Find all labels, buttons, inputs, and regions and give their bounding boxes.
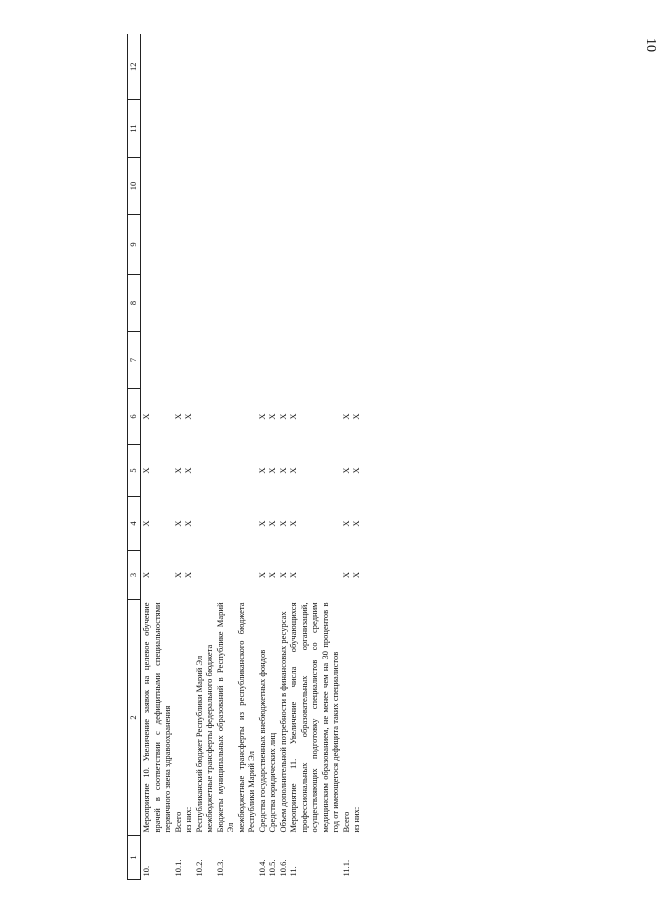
cell-col5: X xyxy=(340,467,351,474)
cell-col3 xyxy=(204,551,215,600)
table-row xyxy=(257,35,268,880)
cell-col7 xyxy=(204,332,215,389)
cell-col4 xyxy=(194,497,205,551)
cell-col6 xyxy=(215,389,236,445)
cell-col7 xyxy=(173,332,184,389)
cell-col8 xyxy=(204,275,215,332)
row-number: 10.2. xyxy=(193,859,204,877)
row-name: из них: xyxy=(183,806,193,833)
row-name: Всего xyxy=(340,811,351,833)
table-row xyxy=(173,35,184,880)
cell-col4: X xyxy=(141,520,151,527)
cell-col5: X xyxy=(267,467,277,474)
page-number: 10 xyxy=(643,38,658,52)
cell-col10 xyxy=(267,158,278,215)
row-name: Бюджеты муниципальных образований в Республике Марий Эл xyxy=(214,602,235,833)
cell-col10 xyxy=(351,158,362,215)
cell-col7 xyxy=(236,332,257,389)
table-row xyxy=(141,35,173,880)
cell-col6: X xyxy=(277,413,288,420)
cell-col11 xyxy=(236,100,257,158)
cell-col10 xyxy=(236,158,257,215)
cell-col6: X xyxy=(141,413,151,420)
cell-col11 xyxy=(141,100,173,158)
table-row xyxy=(341,35,352,880)
cell-col6: X xyxy=(288,413,298,420)
cell-col12 xyxy=(215,35,236,100)
cell-col12 xyxy=(257,35,268,100)
cell-col3: X xyxy=(267,571,277,579)
cell-col10 xyxy=(288,158,341,215)
cell-col7 xyxy=(351,332,362,389)
cell-col12 xyxy=(204,35,215,100)
cell-col8 xyxy=(257,275,268,332)
cell-col3 xyxy=(194,551,205,600)
cell-col8 xyxy=(278,275,289,332)
cell-col4: X xyxy=(183,520,193,527)
cell-col7 xyxy=(278,332,289,389)
header-cell: 5 xyxy=(128,445,141,497)
cell-col3: X xyxy=(351,571,361,579)
row-number: 10.1. xyxy=(172,859,183,877)
cell-col9 xyxy=(204,215,215,275)
cell-col6 xyxy=(204,389,215,445)
cell-col5: X xyxy=(256,467,267,474)
cell-col5: X xyxy=(288,467,298,474)
cell-col11 xyxy=(267,100,278,158)
cell-col12 xyxy=(351,35,362,100)
cell-col12 xyxy=(288,35,341,100)
cell-col8 xyxy=(173,275,184,332)
cell-col11 xyxy=(183,100,194,158)
cell-col5: X xyxy=(183,467,193,474)
cell-col4 xyxy=(204,497,215,551)
cell-col8 xyxy=(215,275,236,332)
table-header-row xyxy=(128,35,141,880)
cell-col3: X xyxy=(288,571,298,579)
cell-col8 xyxy=(194,275,205,332)
cell-col9 xyxy=(194,215,205,275)
cell-col8 xyxy=(341,275,352,332)
cell-col5: X xyxy=(277,467,288,474)
cell-col7 xyxy=(194,332,205,389)
cell-col4 xyxy=(215,497,236,551)
cell-col8 xyxy=(288,275,341,332)
cell-col4: X xyxy=(277,520,288,527)
cell-col10 xyxy=(173,158,184,215)
row-number: 10.3. xyxy=(214,859,225,877)
cell-col3: X xyxy=(183,571,193,579)
cell-col9 xyxy=(288,215,341,275)
budget-table xyxy=(127,35,362,881)
cell-col9 xyxy=(257,215,268,275)
cell-col11 xyxy=(215,100,236,158)
cell-col3: X xyxy=(172,571,183,579)
cell-col10 xyxy=(141,158,173,215)
header-cell: 2 xyxy=(128,600,141,836)
row-name: межбюджетные трансферты из республиканского бюджета Республики Марий Эл xyxy=(235,602,256,833)
header-cell: 12 xyxy=(128,35,141,100)
table-row xyxy=(278,35,289,880)
cell-col11 xyxy=(278,100,289,158)
header-cell: 8 xyxy=(128,275,141,332)
row-name: Мероприятие 10. Увеличение заявок на целевое обучение врачей в соответствии с дефицитными специальностями первичного звена здравоохранения xyxy=(141,602,172,833)
cell-col9 xyxy=(278,215,289,275)
header-cell: 7 xyxy=(128,332,141,389)
header-cell: 11 xyxy=(128,100,141,158)
cell-col6 xyxy=(194,389,205,445)
cell-col6: X xyxy=(256,413,267,420)
cell-col9 xyxy=(183,215,194,275)
cell-col6 xyxy=(236,389,257,445)
cell-col3: X xyxy=(277,571,288,579)
row-number xyxy=(351,836,362,880)
cell-col3: X xyxy=(141,571,151,579)
header-cell: 1 xyxy=(128,836,141,880)
cell-col12 xyxy=(278,35,289,100)
table-row xyxy=(204,35,215,880)
cell-col5: X xyxy=(172,467,183,474)
cell-col12 xyxy=(267,35,278,100)
cell-col12 xyxy=(183,35,194,100)
table-row xyxy=(183,35,194,880)
row-name: из них: xyxy=(351,806,361,833)
cell-col5 xyxy=(204,445,215,497)
cell-col11 xyxy=(341,100,352,158)
cell-col4: X xyxy=(256,520,267,527)
cell-col4: X xyxy=(288,520,298,527)
row-number: 10. xyxy=(141,865,151,877)
cell-col4: X xyxy=(351,520,361,527)
cell-col6: X xyxy=(267,413,277,420)
row-number: 10.4. xyxy=(256,859,267,877)
header-cell: 10 xyxy=(128,158,141,215)
cell-col11 xyxy=(257,100,268,158)
cell-col3 xyxy=(236,551,257,600)
cell-col5 xyxy=(236,445,257,497)
row-number xyxy=(204,836,215,880)
row-number: 11.1. xyxy=(340,859,351,877)
cell-col9 xyxy=(351,215,362,275)
cell-col10 xyxy=(194,158,205,215)
cell-col12 xyxy=(341,35,352,100)
cell-col8 xyxy=(351,275,362,332)
cell-col8 xyxy=(267,275,278,332)
cell-col9 xyxy=(215,215,236,275)
cell-col7 xyxy=(257,332,268,389)
cell-col8 xyxy=(236,275,257,332)
row-name: Республиканский бюджет Республики Марий Эл xyxy=(193,655,204,833)
cell-col12 xyxy=(141,35,173,100)
table-row xyxy=(267,35,278,880)
cell-col6: X xyxy=(351,413,361,420)
cell-col10 xyxy=(257,158,268,215)
row-name: Мероприятие 11. Увеличение числа обучающихся профессиональных образовательных организаций, осуществляющих подготовку специалистов со средним медицинским образованием, не менее чем на 30 процентов в год от имеющегося дефицита таких специалистов xyxy=(288,602,340,833)
row-number xyxy=(236,836,257,880)
cell-col4: X xyxy=(340,520,351,527)
cell-col3: X xyxy=(340,571,351,579)
cell-col10 xyxy=(341,158,352,215)
cell-col7 xyxy=(141,332,173,389)
table-row xyxy=(215,35,236,880)
header-cell: 3 xyxy=(128,551,141,600)
row-name: Средства юридических лиц xyxy=(267,732,277,833)
cell-col10 xyxy=(215,158,236,215)
row-name: Всего xyxy=(172,811,183,833)
cell-col8 xyxy=(141,275,173,332)
cell-col8 xyxy=(183,275,194,332)
cell-col3: X xyxy=(256,571,267,579)
row-name: межбюджетные трансферты федерального бюджета xyxy=(204,644,214,833)
cell-col9 xyxy=(341,215,352,275)
cell-col12 xyxy=(194,35,205,100)
header-cell: 4 xyxy=(128,497,141,551)
cell-col4 xyxy=(236,497,257,551)
row-name: Объем дополнительной потребности в финансовых ресурсах xyxy=(277,611,288,833)
cell-col10 xyxy=(204,158,215,215)
cell-col9 xyxy=(141,215,173,275)
cell-col4: X xyxy=(267,520,277,527)
cell-col3 xyxy=(215,551,236,600)
table-row xyxy=(351,35,362,880)
row-number: 11. xyxy=(288,866,298,877)
cell-col11 xyxy=(204,100,215,158)
cell-col11 xyxy=(288,100,341,158)
cell-col5: X xyxy=(141,467,151,474)
row-name: Средства государственных внебюджетных фондов xyxy=(256,649,267,833)
cell-col9 xyxy=(236,215,257,275)
cell-col11 xyxy=(173,100,184,158)
row-number: 10.5. xyxy=(267,859,277,877)
cell-col5: X xyxy=(351,467,361,474)
cell-col10 xyxy=(278,158,289,215)
cell-col6: X xyxy=(340,413,351,420)
cell-col12 xyxy=(173,35,184,100)
cell-col7 xyxy=(288,332,341,389)
table-row xyxy=(194,35,205,880)
cell-col12 xyxy=(236,35,257,100)
cell-col7 xyxy=(183,332,194,389)
table-row xyxy=(236,35,257,880)
cell-col9 xyxy=(173,215,184,275)
header-cell: 6 xyxy=(128,389,141,445)
cell-col7 xyxy=(267,332,278,389)
cell-col11 xyxy=(351,100,362,158)
cell-col6: X xyxy=(172,413,183,420)
cell-col4: X xyxy=(172,520,183,527)
cell-col5 xyxy=(194,445,205,497)
cell-col5 xyxy=(215,445,236,497)
header-cell: 9 xyxy=(128,215,141,275)
budget-table-rotated xyxy=(127,35,580,880)
cell-col11 xyxy=(194,100,205,158)
cell-col10 xyxy=(183,158,194,215)
row-number: 10.6. xyxy=(277,859,288,877)
cell-col6: X xyxy=(183,413,193,420)
table-row xyxy=(288,35,341,880)
row-number xyxy=(183,836,194,880)
cell-col7 xyxy=(215,332,236,389)
cell-col7 xyxy=(341,332,352,389)
cell-col9 xyxy=(267,215,278,275)
